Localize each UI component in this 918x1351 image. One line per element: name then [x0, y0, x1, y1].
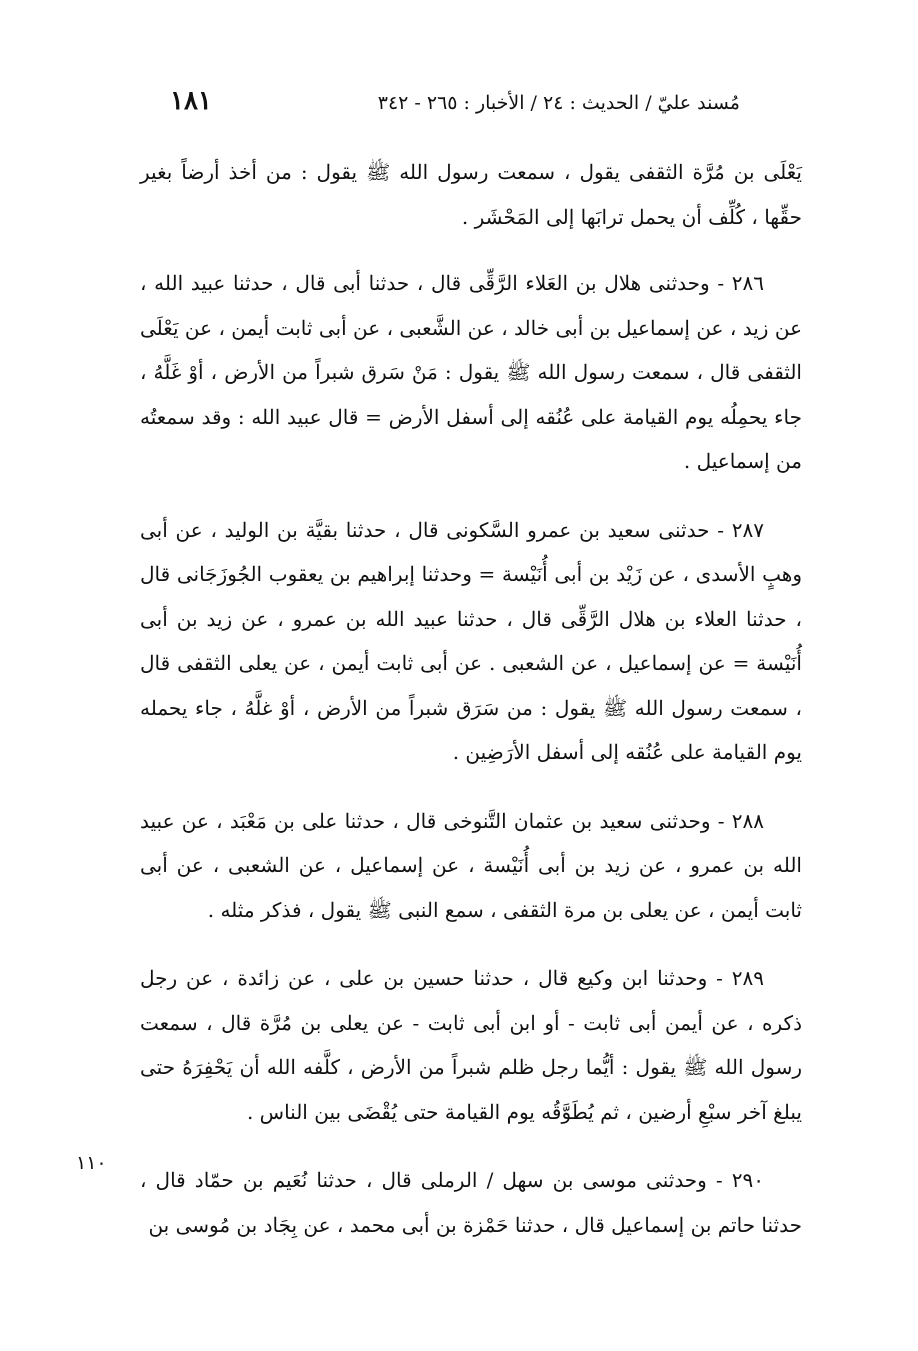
hadith-288: ٢٨٨ - وحدثنى سعيد بن عثمان التَّنوخى قال ، حدثنا على بن مَعْبَد ، عن عبيد الله بن عمرو ، عن زيد بن أبى أُنَيْسة ، عن إسماعيل ، عن الشعبى ، عن أبى ثابت أيمن ، عن يعلى بن مرة الثقفى ، سمع النبى ﷺ يقول ، فذكر مثله .: [140, 808, 802, 922]
page-header: [140, 86, 800, 126]
page-number: ١٨١: [170, 86, 212, 116]
paragraph-continuation: يَعْلَى بن مُرَّة الثقفى يقول ، سمعت رسول الله ﷺ يقول : من أخذ أرضاً بغير حقِّها ، كُلِّف أن يحمل ترابَها إلى المَحْشَر .: [140, 160, 802, 229]
hadith-287: ٢٨٧ - حدثنى سعيد بن عمرو السَّكونى قال ، حدثنا بقيَّة بن الوليد ، عن أبى وهبٍ الأسدى ، عن زَيْد بن أبى أُنَيْسة = وحدثنا إبراهيم بن يعقوب الجُوزَجَانى قال ، حدثنا العلاء بن هلال الرَّقِّى قال ، حدثنا عبيد الله بن عمرو ، عن زيد بن أبى أُنَيْسة = عن إسماعيل ، عن الشعبى . عن أبى ثابت أيمن ، عن يعلى الثقفى قال ، سمعت رسول الله ﷺ يقول : من سَرَق شبراً من الأرض ، أوْ غلَّهُ ، جاء يحمله يوم القيامة على عُنُقه إلى أسفل الأرَضِين .: [140, 517, 802, 764]
hadith-289: ٢٨٩ - وحدثنا ابن وكيع قال ، حدثنا حسين بن على ، عن زائدة ، عن رجل ذكره ، عن أيمن أبى ثابت - أو ابن أبى ثابت - عن يعلى بن مُرَّة قال ، سمعت رسول الله ﷺ يقول : أيُّما رجل ظلم شبراً من الأرض ، كلَّفه الله أن يَحْفِرَهُ حتى يبلغ آخر سبْعِ أرضين ، ثم يُطَوَّقُه يوم القيامة حتى يُقْضَى بين الناس .: [140, 966, 802, 1124]
hadith-286: ٢٨٦ - وحدثنى هلال بن العَلاء الرَّقِّى قال ، حدثنا أبى قال ، حدثنا عبيد الله ، عن زيد ، عن إسماعيل بن أبى خالد ، عن الشَّعبى ، عن أبى ثابت أيمن ، عن يَعْلَى الثقفى قال ، سمعت رسول الله ﷺ يقول : مَنْ سَرق شبراً من الأرض ، أوْ غَلَّهُ ، جاء يحمِلُه يوم القيامة على عُنُقه إلى أسفل الأرض = قال عبيد الله : وقد سمعتُه من إسماعيل .: [140, 271, 802, 473]
running-title: مُسند عليّ / الحديث : ٢٤ / الأخبار : ٢٦٥ - ٣٤٢: [377, 92, 740, 114]
body-text: [140, 150, 802, 1271]
margin-page-reference: ١١٠: [76, 1152, 107, 1174]
hadith-290: ٢٩٠ - وحدثنى موسى بن سهل / الرملى قال ، حدثنا نُعَيم بن حمّاد قال ، حدثنا حاتم بن إسماعيل قال ، حدثنا حَمْزة بن أبى محمد ، عن بِجَاد بن مُوسى بن: [140, 1168, 802, 1237]
